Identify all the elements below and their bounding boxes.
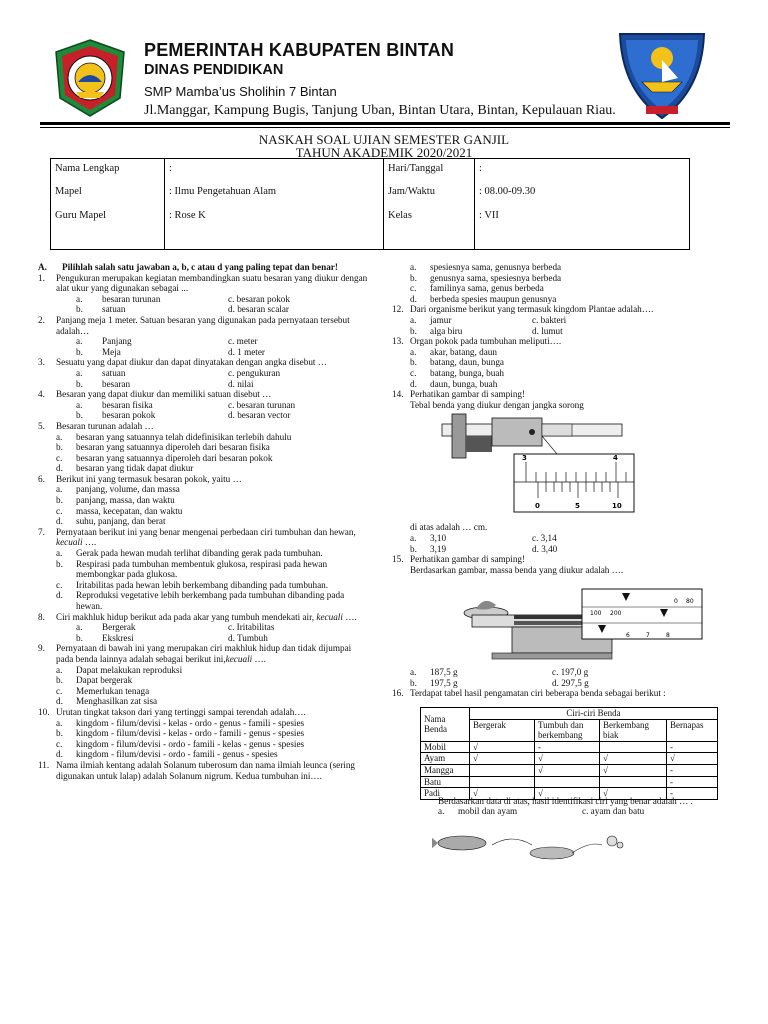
caliper-main-3: 3 [522,454,527,463]
table-header: Tumbuh dan berkembang [535,719,600,741]
triple-beam-balance-figure [432,575,732,667]
option-q5-b: b. besaran yang satuannya diperoleh dari besaran fisika [56,442,270,453]
question-11: 11. Nama ilmiah kentang adalah Solanum tuberosum dan nama ilmiah leunca (sering digunakan untuk lalap) adalah Solanum nigrum. Kedua tumbuhan ini…. [38,759,356,781]
question-16: 16. Terdapat tabel hasil pengamatan ciri beberapa benda sebagai berikut : [392,688,666,699]
table-group-header: Ciri-ciri Benda [470,708,718,720]
question-13: 13. Organ pokok pada tumbuhan meliputi…. [392,336,562,347]
question-4: 4. Besaran yang dapat diukur dan memiliki satuan disebut … [38,389,272,400]
table-header-name: Nama Benda [421,708,470,742]
option-q11-d: d. berbeda spesies maupun genusnya [410,293,557,304]
options-q3: a. satuan c. pengukuran [76,367,281,378]
option-q5-d: d. besaran yang tidak dapat diukur [56,463,194,474]
option-q13-b: b. batang, daun, bunga [410,357,504,368]
info-divider [164,159,165,249]
name-label: Nama Lengkap [55,163,120,174]
option-q10-b: b. kingdom - filum/devisi - kelas - ordo - famili - genus - spesies [56,728,305,739]
question-2: 2. Panjang meja 1 meter. Satuan besaran yang digunakan pada pernyataan tersebut adalah… [38,314,350,336]
caliper-main-4: 4 [613,454,618,463]
option-q6-b: b. panjang, massa, dan waktu [56,495,175,506]
option-q10-d: d. kingdom - filum/devisi - ordo - famili - genus - spesies [56,749,278,760]
teacher-value: : Rose K [169,210,206,221]
question-8: 8. Ciri makhluk hidup berikut ada pada akar yang tumbuh mendekati air, kecuali …. [38,611,357,622]
observation-table [420,707,718,800]
question-14: 14. Perhatikan gambar di samping! Tebal benda yang diukur dengan jangka sorong [392,389,584,410]
info-divider [474,159,475,249]
option-q7-d: d. Reproduksi vegetative lebih berkembang pada tumbuhan dibanding pada hewan. [56,590,345,611]
subject-value: : Ilmu Pengetahuan Alam [169,186,277,197]
school-name: SMP Mamba’us Sholihin 7 Bintan [144,84,337,99]
table-row: Batu - [421,776,718,788]
option-q9-c: c. Memerlukan tenaga [56,685,150,696]
bintan-shield-logo [612,30,712,124]
options-q12: b. alga biru d. lumut [410,325,563,336]
caliper-vernier-0: 0 [535,502,540,511]
question-6: 6. Berikut ini yang termasuk besaran pokok, yaitu … [38,473,242,484]
question-9: 9. Pernyataan di bawah ini yang merupakan ciri makhluk hidup dan tidak dijumpai pada benda lainnya adalah sebagai berikut ini,kecuali …. [38,643,352,664]
option-q6-c: c. massa, kecepatan, dan waktu [56,505,183,516]
class-value: : VII [479,210,499,221]
fish-life-cycle-figure [432,823,632,873]
option-q5-c: c. besaran yang satuannya diperoleh dari besaran pokok [56,452,273,463]
question-10: 10. Urutan tingkat takson dari yang tertinggi sampai terendah adalah…. [38,706,306,717]
department-name: DINAS PENDIDIKAN [144,62,284,78]
letterhead [0,0,768,130]
questions-right-column [392,262,732,873]
question-5: 5. Besaran turunan adalah … [38,420,154,431]
time-value: : 08.00-09.30 [479,186,536,197]
balance-mark-8: 8 [666,632,670,640]
question-12: 12. Dari organisme berikut yang termasuk kingdom Plantae adalah…. [392,304,654,315]
option-q5-a: a. besaran yang satuannya telah didefinisikan terlebih dahulu [56,431,292,442]
options-q16: a. mobil dan ayam c. ayam dan batu [438,806,645,817]
question-7: 7. Pernyataan berikut ini yang benar mengenai perbedaan ciri tumbuhan dan hewan, kecuali …. [38,526,356,548]
option-q7-a: a. Gerak pada hewan mudah terlihat dibanding gerak pada tumbuhan. [56,548,323,559]
options-q8: a. Bergerak c. Iritabilitas [76,622,275,633]
bintan-regency-logo [50,38,130,118]
question-15: 15. Perhatikan gambar di samping! Berdasarkan gambar, massa benda yang diukur adalah …. [392,554,624,575]
question-1: 1. Pengukuran merupakan kegiatan membandingkan suatu besaran yang diukur dengan alat ukur yang digunakan sebagai ... [38,272,368,294]
options-q1: b. satuan d. besaran scalar [76,304,289,315]
option-q9-a: a. Dapat melakukan reproduksi [56,664,183,675]
info-divider [383,159,384,249]
options-q8: b. Ekskresi d. Tumbuh [76,632,268,643]
table-row: Mangga √ √ - [421,765,718,777]
school-address: Jl.Manggar, Kampung Bugis, Tanjung Uban, Bintan Utara, Bintan, Kepulauan Riau. [144,103,616,118]
options-q3: b. besaran d. nilai [76,378,254,389]
option-q6-a: a. panjang, volume, dan massa [56,484,180,495]
exam-title: NASKAH SOAL UJIAN SEMESTER GANJIL [258,132,510,147]
options-q2: b. Meja d. 1 meter [76,346,265,357]
option-q10-a: a. kingdom - filum/devisi - kelas - ordo - genus - famili - spesies [56,717,305,728]
option-q9-b: b. Dapat bergerak [56,675,133,686]
balance-mark-0: 0 [674,598,678,606]
options-q4: b. besaran pokok d. besaran vector [76,410,291,421]
option-q13-c: c. batang, bunga, buah [410,367,504,378]
section-instruction: A. Pilihlah salah satu jawaban a, b, c atau d yang paling tepat dan benar! [38,262,338,272]
time-label: Jam/Waktu [388,186,435,197]
table-header: Bernapas [667,719,718,741]
class-label: Kelas [388,210,412,221]
options-q14: a. 3,10 c. 3,14 [410,532,557,543]
options-q12: a. jamur c. bakteri [410,314,567,325]
balance-mark-80: 80 [686,598,694,606]
option-q11-a: a. spesiesnya sama, genusnya berbeda [410,262,562,272]
option-q13-a: a. akar, batang, daun [410,346,497,357]
options-q4: a. besaran fisika c. besaran turunan [76,399,296,410]
caliper-figure [432,410,732,522]
name-field[interactable]: : [169,163,172,174]
academic-year: TAHUN AKADEMIK 2020/2021 [295,145,473,160]
option-q6-d: d. suhu, panjang, dan berat [56,516,166,527]
header-rule-thin [40,127,730,128]
option-q9-d: d. Menghasilkan zat sisa [56,696,158,707]
options-q1: a. besaran turunan c. besaran pokok [76,293,290,304]
table-header: Berkembang biak [600,719,667,741]
question-14-tail: di atas adalah … cm. [410,522,488,533]
questions-left-column [38,262,368,781]
caliper-vernier-10: 10 [612,502,622,511]
table-row: Padi √ √ √ - [421,788,718,800]
option-q7-c: c. Iritabilitas pada hewan lebih berkembang dibanding pada tumbuhan. [56,579,329,590]
question-3: 3. Sesuatu yang dapat diukur dan dapat dinyatakan dengan angka disebut … [38,357,327,368]
table-header: Bergerak [470,719,535,741]
header-rule-thick [40,122,730,125]
caliper-vernier-5: 5 [575,502,580,511]
student-info-box [50,158,690,250]
date-field[interactable]: : [479,163,482,174]
option-q13-d: d. daun, bunga, buah [410,378,498,389]
balance-mark-100: 100 [590,610,602,618]
option-q11-b: b. genusnya sama, spesiesnya berbeda [410,272,562,283]
date-label: Hari/Tanggal [388,163,444,174]
balance-mark-7: 7 [646,632,650,640]
balance-mark-200: 200 [610,610,622,618]
government-name: PEMERINTAH KABUPATEN BINTAN [144,40,455,60]
table-row: Mobil √ - - [421,741,718,753]
option-q10-c: c. kingdom - filum/devisi - ordo - famili - kelas - genus - spesies [56,738,305,749]
options-q15: b. 197,5 g d. 297,5 g [410,677,589,688]
options-q2: a. Panjang c. meter [76,336,258,347]
teacher-label: Guru Mapel [55,210,107,221]
option-q11-c: c. familinya sama, genus berbeda [410,283,544,294]
options-q14: b. 3,19 d. 3,40 [410,543,558,554]
option-q7-b: b. Respirasi pada tumbuhan membentuk glukosa, respirasi pada hewan membongkar pada glukosa. [56,558,328,580]
subject-label: Mapel [55,186,82,197]
question-16-tail: Berdasarkan data di atas, hasil identifikasi ciri yang benar adalah … . [438,795,693,806]
options-q15: a. 187,5 g c. 197,0 g [410,667,589,678]
balance-mark-6: 6 [626,632,630,640]
table-row: Ayam √ √ √ √ [421,753,718,765]
